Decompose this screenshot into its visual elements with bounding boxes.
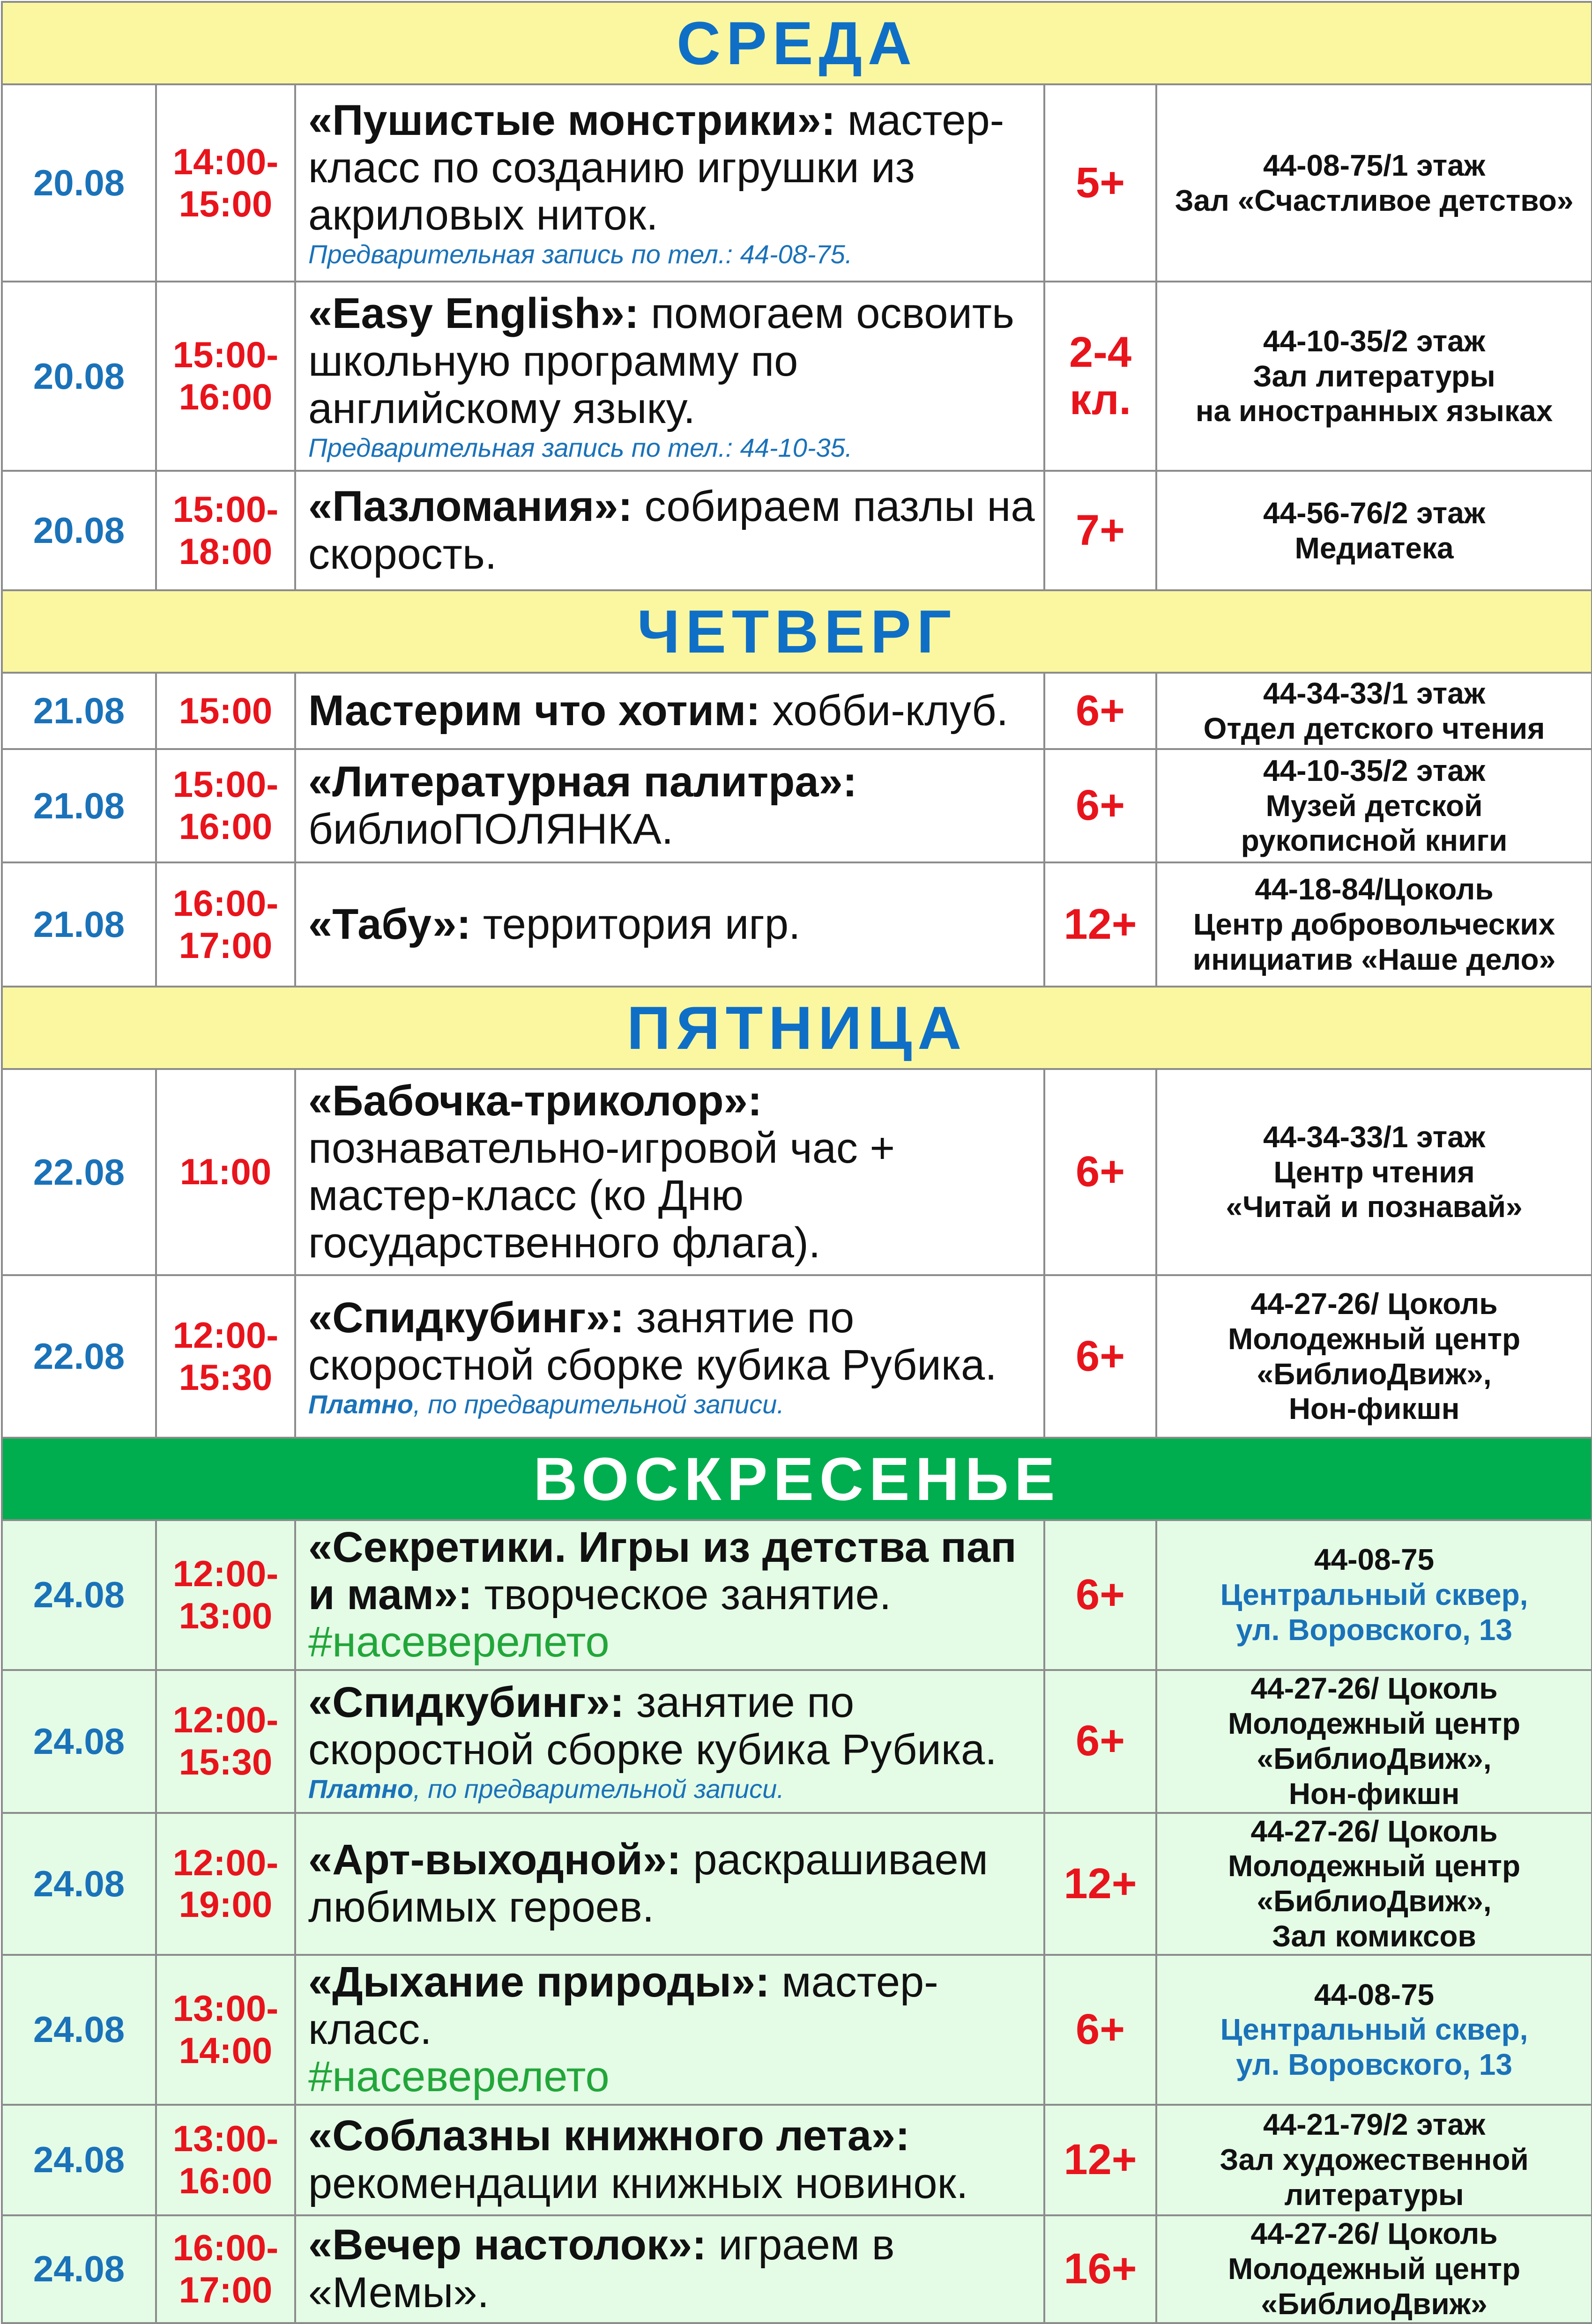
event-description xyxy=(295,673,1044,749)
event-date: 20.08 xyxy=(2,84,156,282)
event-age: 16+ xyxy=(1044,2215,1156,2323)
event-text: библиоПОЛЯНКА. xyxy=(308,805,674,853)
event-note: Предварительная запись по тел.: 44-10-35. xyxy=(308,432,853,462)
event-description xyxy=(295,1955,1044,2105)
event-title: Мастерим что хотим: xyxy=(308,686,760,735)
event-description xyxy=(295,862,1044,987)
event-description xyxy=(295,1520,1044,1670)
event-row xyxy=(2,1520,1592,1670)
event-age: 12+ xyxy=(1044,862,1156,987)
event-text: мастер-класс. xyxy=(308,1958,938,2054)
event-text: творческое занятие. xyxy=(484,1571,892,1619)
day-title: ПЯТНИЦА xyxy=(2,987,1592,1069)
event-hashtag: #насеверелето xyxy=(308,1618,610,1666)
event-location: 44-21-79/2 этаж Зал художественной литературы xyxy=(1156,2105,1592,2215)
event-age: 6+ xyxy=(1044,1955,1156,2105)
day-header-wednesday xyxy=(2,2,1592,84)
event-description xyxy=(295,1069,1044,1275)
event-time: 15:00- 16:00 xyxy=(156,282,295,471)
event-text: играем в «Мемы». xyxy=(308,2221,895,2317)
event-location: 44-08-75 Центральный сквер, ул. Воровского, 13 xyxy=(1156,1520,1592,1670)
event-location: 44-27-26/ Цоколь Молодежный центр «БиблиоДвиж», Зал комиксов xyxy=(1156,1813,1592,1955)
event-row xyxy=(2,1813,1592,1955)
event-text: хобби-клуб. xyxy=(772,686,1009,735)
event-title: «Вечер настолок»: xyxy=(308,2221,707,2269)
day-header-sunday xyxy=(2,1438,1592,1520)
event-row xyxy=(2,1955,1592,2105)
event-description xyxy=(295,471,1044,590)
event-description xyxy=(295,2215,1044,2323)
event-location: 44-10-35/2 этаж Зал литературы на иностранных языках xyxy=(1156,282,1592,471)
event-date: 24.08 xyxy=(2,1955,156,2105)
event-hashtag: #насеверелето xyxy=(308,2053,610,2101)
event-description xyxy=(295,2105,1044,2215)
event-title: «Соблазны книжного лета»: xyxy=(308,2112,910,2160)
event-title: «Пазломания»: xyxy=(308,483,632,531)
event-title: «Спидкубинг»: xyxy=(308,1678,625,1727)
event-date: 24.08 xyxy=(2,2105,156,2215)
event-date: 20.08 xyxy=(2,471,156,590)
event-text: собираем пазлы на скорость. xyxy=(308,483,1035,578)
event-time: 15:00- 18:00 xyxy=(156,471,295,590)
event-time: 16:00- 17:00 xyxy=(156,862,295,987)
event-description xyxy=(295,1670,1044,1813)
event-location: 44-34-33/1 этаж Центр чтения «Читай и познавай» xyxy=(1156,1069,1592,1275)
event-date: 24.08 xyxy=(2,1813,156,1955)
event-row xyxy=(2,1670,1592,1813)
event-date: 24.08 xyxy=(2,2215,156,2323)
day-title: ЧЕТВЕРГ xyxy=(2,590,1592,673)
event-row xyxy=(2,2215,1592,2323)
event-row xyxy=(2,673,1592,749)
event-time: 12:00- 15:30 xyxy=(156,1275,295,1438)
event-row xyxy=(2,471,1592,590)
event-date: 21.08 xyxy=(2,749,156,862)
event-row xyxy=(2,84,1592,282)
event-location: 44-27-26/ Цоколь Молодежный центр «БиблиоДвиж» xyxy=(1156,2215,1592,2323)
event-location: 44-56-76/2 этаж Медиатека xyxy=(1156,471,1592,590)
event-text: территория игр. xyxy=(483,900,801,948)
event-title: «Easy English»: xyxy=(308,290,639,338)
event-row xyxy=(2,282,1592,471)
schedule-table xyxy=(1,1,1592,2324)
event-date: 21.08 xyxy=(2,673,156,749)
event-text: занятие по скоростной сборке кубика Рубика. xyxy=(308,1293,997,1389)
event-row xyxy=(2,749,1592,862)
event-time: 15:00 xyxy=(156,673,295,749)
event-title: «Арт-выходной»: xyxy=(308,1836,681,1884)
event-location: 44-08-75 Центральный сквер, ул. Воровского, 13 xyxy=(1156,1955,1592,2105)
event-age: 12+ xyxy=(1044,2105,1156,2215)
event-title: «Бабочка-триколор»: xyxy=(308,1077,762,1125)
event-age: 2-4 кл. xyxy=(1044,282,1156,471)
event-location: 44-10-35/2 этаж Музей детской рукописной книги xyxy=(1156,749,1592,862)
event-title: «Секретики. Игры из детства пап и мам»: xyxy=(308,1523,1017,1619)
event-time: 15:00- 16:00 xyxy=(156,749,295,862)
event-text: мастер-класс по созданию игрушки из акриловых ниток. xyxy=(308,96,1004,239)
event-note: Платно, по предварительной записи. xyxy=(308,1774,784,1804)
event-time: 14:00- 15:00 xyxy=(156,84,295,282)
event-title: «Дыхание природы»: xyxy=(308,1958,770,2006)
event-text: рекомендации книжных новинок. xyxy=(308,2159,968,2207)
event-description xyxy=(295,282,1044,471)
event-time: 12:00- 19:00 xyxy=(156,1813,295,1955)
event-description xyxy=(295,1813,1044,1955)
event-description xyxy=(295,84,1044,282)
event-text: помогаем освоить школьную программу по английскому языку. xyxy=(308,290,1014,432)
event-title: «Литературная палитра»: xyxy=(308,757,857,806)
event-title: «Пушистые монстрики»: xyxy=(308,96,836,144)
event-time: 13:00- 14:00 xyxy=(156,1955,295,2105)
day-title: СРЕДА xyxy=(2,2,1592,84)
event-date: 20.08 xyxy=(2,282,156,471)
event-title: «Табу»: xyxy=(308,900,471,948)
event-title: «Спидкубинг»: xyxy=(308,1293,625,1342)
event-row xyxy=(2,2105,1592,2215)
event-location: 44-27-26/ Цоколь Молодежный центр «БиблиоДвиж», Нон-фикшн xyxy=(1156,1670,1592,1813)
event-age: 6+ xyxy=(1044,1069,1156,1275)
event-age: 6+ xyxy=(1044,673,1156,749)
day-header-friday xyxy=(2,987,1592,1069)
event-date: 24.08 xyxy=(2,1520,156,1670)
event-time: 12:00- 15:30 xyxy=(156,1670,295,1813)
event-time: 16:00- 17:00 xyxy=(156,2215,295,2323)
event-location: 44-27-26/ Цоколь Молодежный центр «БиблиоДвиж», Нон-фикшн xyxy=(1156,1275,1592,1438)
event-age: 6+ xyxy=(1044,1670,1156,1813)
day-title: ВОСКРЕСЕНЬЕ xyxy=(2,1438,1592,1520)
event-description xyxy=(295,749,1044,862)
event-age: 5+ xyxy=(1044,84,1156,282)
day-header-thursday xyxy=(2,590,1592,673)
event-row xyxy=(2,862,1592,987)
event-age: 6+ xyxy=(1044,749,1156,862)
event-text: раскрашиваем любимых героев. xyxy=(308,1836,988,1931)
event-date: 24.08 xyxy=(2,1670,156,1813)
event-location: 44-08-75/1 этаж Зал «Счастливое детство» xyxy=(1156,84,1592,282)
event-date: 22.08 xyxy=(2,1275,156,1438)
event-location: 44-18-84/Цоколь Центр добровольческих инициатив «Наше дело» xyxy=(1156,862,1592,987)
event-time: 13:00- 16:00 xyxy=(156,2105,295,2215)
event-text: познавательно-игровой час + мастер-класс (ко Дню государственного флага). xyxy=(308,1124,895,1267)
event-age: 6+ xyxy=(1044,1520,1156,1670)
event-time: 12:00- 13:00 xyxy=(156,1520,295,1670)
event-note: Платно, по предварительной записи. xyxy=(308,1389,784,1419)
event-date: 22.08 xyxy=(2,1069,156,1275)
event-age: 6+ xyxy=(1044,1275,1156,1438)
event-row xyxy=(2,1069,1592,1275)
event-location: 44-34-33/1 этаж Отдел детского чтения xyxy=(1156,673,1592,749)
event-note: Предварительная запись по тел.: 44-08-75. xyxy=(308,239,853,269)
event-age: 12+ xyxy=(1044,1813,1156,1955)
event-description xyxy=(295,1275,1044,1438)
event-age: 7+ xyxy=(1044,471,1156,590)
event-text: занятие по скоростной сборке кубика Рубика. xyxy=(308,1678,997,1774)
event-row xyxy=(2,1275,1592,1438)
event-time: 11:00 xyxy=(156,1069,295,1275)
event-date: 21.08 xyxy=(2,862,156,987)
